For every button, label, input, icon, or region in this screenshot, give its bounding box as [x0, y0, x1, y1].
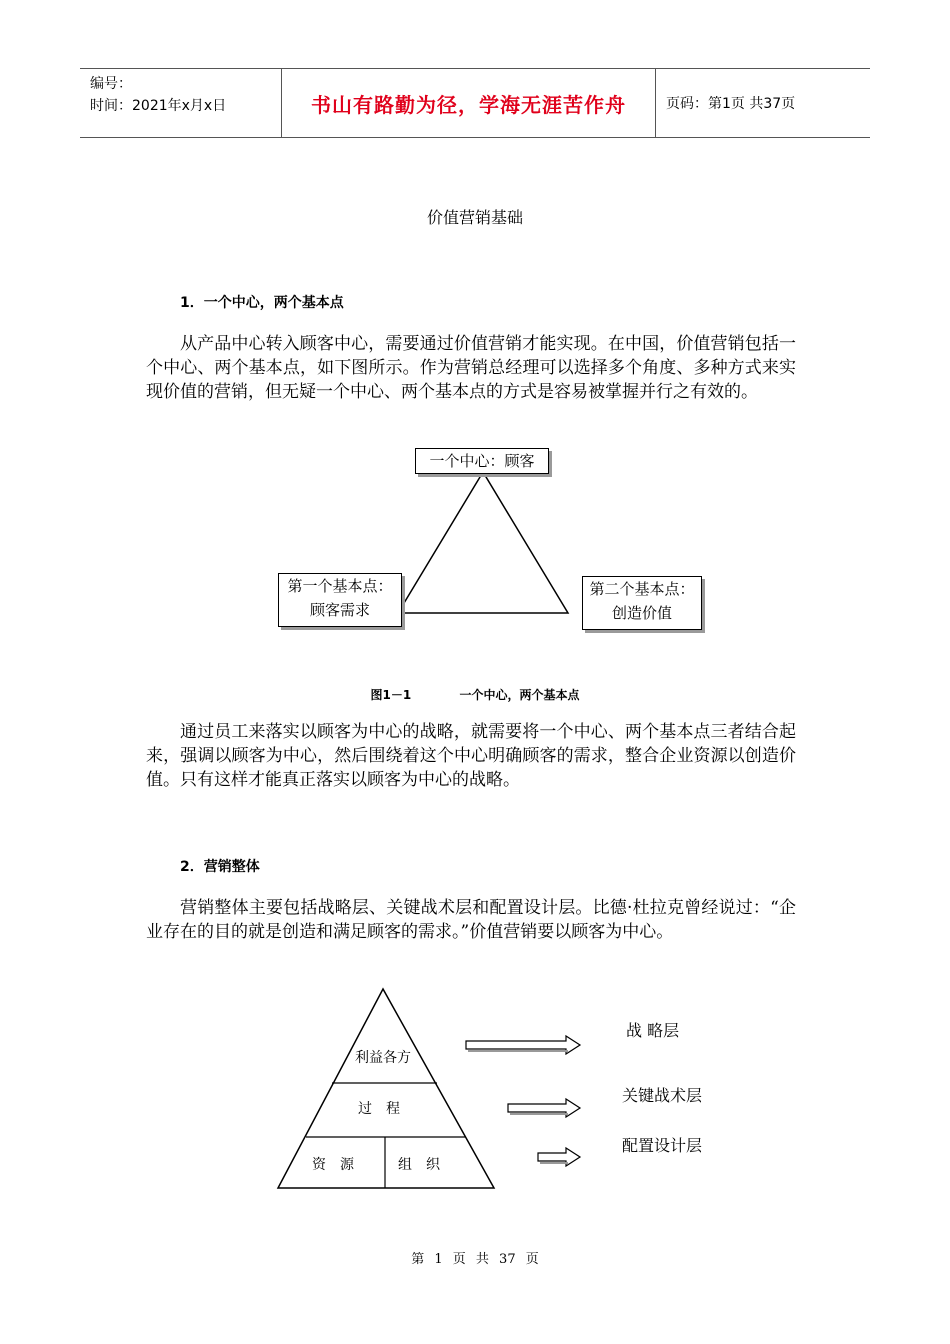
paragraph: 通过员工来落实以顾客为中心的战略，就需要将一个中心、两个基本点三者结合起来，强调以顾客为中心，然后围绕着这个中心明确顾客的需求，整合企业资源以创造价值。只有这样才能真正落实以顾客为中心的战略。	[146, 722, 796, 790]
diagram-node-right	[582, 576, 702, 630]
document-number-label: 编号：	[90, 76, 132, 92]
pyramid-middle-label: 过 程	[358, 1101, 400, 1117]
pyramid-bottom-right-label: 组 织	[398, 1157, 440, 1173]
marketing-pyramid-diagram	[270, 985, 730, 1195]
diagram-node-left-line1: 第一个基本点：	[287, 577, 393, 595]
diagram-node-left-line2: 顾客需求	[309, 601, 370, 619]
section-heading: 1．一个中心，两个基本点	[180, 295, 344, 311]
header-meta	[90, 73, 226, 117]
pyramid-top-label: 利益各方	[355, 1050, 411, 1066]
page-footer: 第 1 页 共 37 页	[411, 1252, 539, 1267]
document-header	[80, 68, 870, 138]
section-heading: 2．营销整体	[180, 859, 260, 875]
layer-label-strategy: 战 略层	[626, 1021, 680, 1040]
diagram-node-right-line1: 第二个基本点：	[589, 580, 695, 598]
diagram-node-center-label: 一个中心：顾客	[429, 452, 535, 470]
figure-caption-text: 一个中心，两个基本点	[459, 688, 580, 702]
diagram-node-left	[278, 573, 402, 627]
header-motto: 书山有路勤为径，学海无涯苦作舟	[311, 92, 626, 117]
figure-caption	[0, 686, 950, 703]
diagram-node-right-line2: 创造价值	[611, 604, 672, 622]
header-divider	[655, 69, 656, 137]
layer-label-configuration: 配置设计层	[622, 1136, 703, 1155]
paragraph: 营销整体主要包括战略层、关键战术层和配置设计层。比德·杜拉克曾经说过：“企业存在的目的就是创造和满足顾客的需求。”价值营销要以顾客为中心。	[146, 898, 796, 942]
document-title: 价值营销基础	[426, 208, 523, 227]
figure-number: 图1－1	[370, 688, 412, 702]
value-marketing-triangle-diagram	[270, 445, 710, 640]
layer-label-tactics: 关键战术层	[622, 1086, 703, 1105]
diagram-node-center	[415, 448, 549, 474]
paragraph: 从产品中心转入顾客中心，需要通过价值营销才能实现。在中国，价值营销包括一个中心、两个基本点，如下图所示。作为营销总经理可以选择多个角度、多种方式来实现价值的营销，但无疑一个中心、两个基本点的方式是容易被掌握并行之有效的。	[146, 334, 796, 402]
document-date: 时间：2021年x月x日	[90, 98, 227, 114]
pyramid-bottom-left-label: 资 源	[312, 1157, 354, 1173]
header-page-info: 页码：第1页 共37页	[666, 96, 796, 112]
